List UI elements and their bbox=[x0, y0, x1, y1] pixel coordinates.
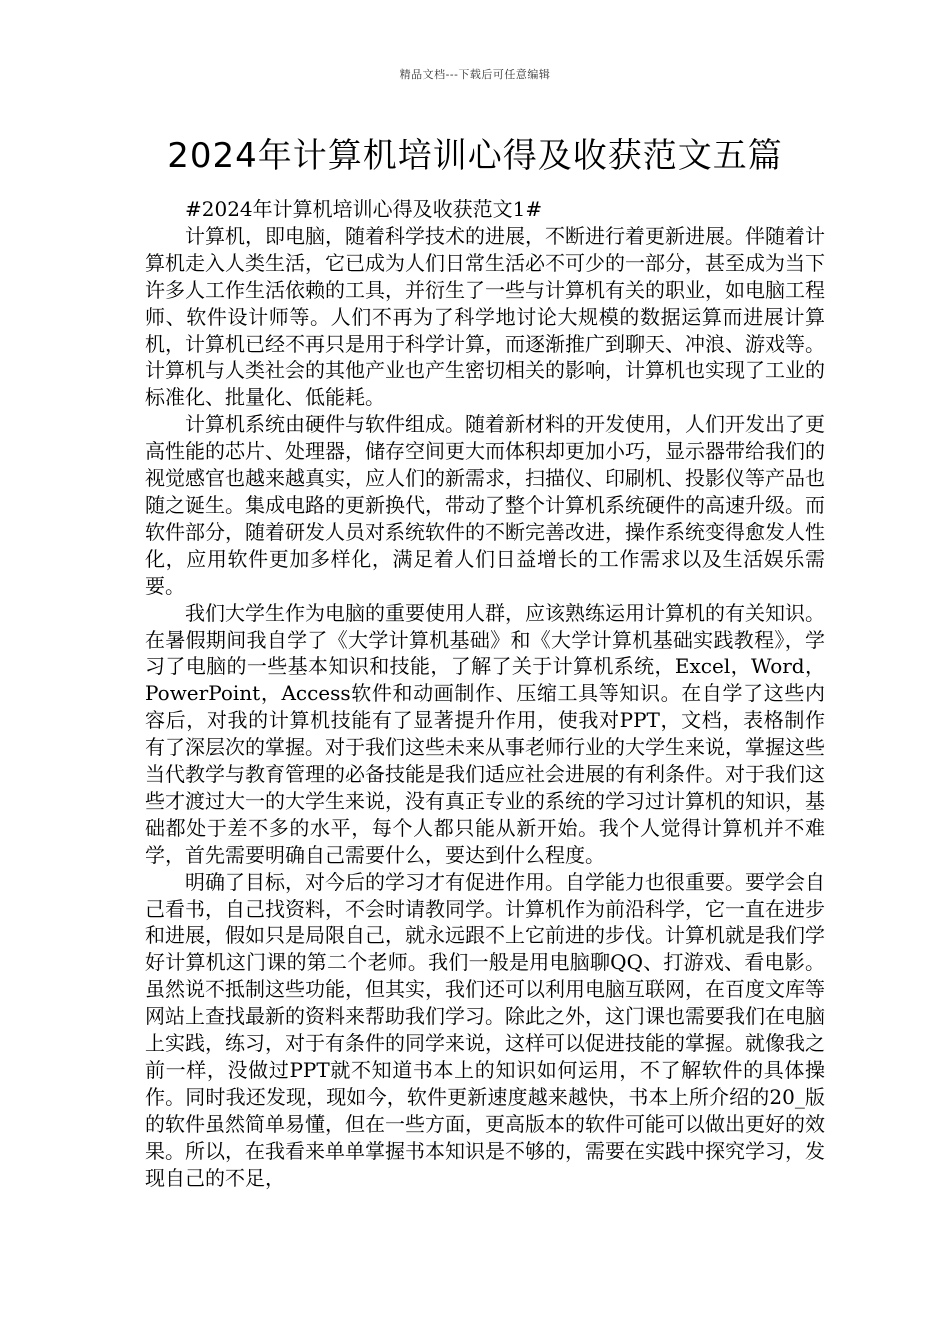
section-heading: #2024年计算机培训心得及收获范文1# bbox=[185, 197, 543, 221]
paragraph-3: 我们大学生作为电脑的重要使用人群，应该熟练运用计算机的有关知识。在暑假期间我自学了《大学计算机基础》和《大学计算机基础实践教程》，学习了电脑的一些基本知识和技能，了解了关于计算机系统，Excel，Word，PowerPoint，Access软件和动画制作、压缩工具等知识。在自学了这些内容后，对我的计算机技能有了显著提升作用，使我对PPT，文档，表格制作有了深层次的掌握。对于我们这些未来从事老师行业的大学生来说，掌握这些当代教学与教育管理的必备技能是我们适应社会进展的有利条件。对于我们这些才渡过大一的大学生来说，没有真正专业的系统的学习过计算机的知识，基础都处于差不多的水平，每个人都只能从新开始。我个人觉得计算机并不难学，首先需要明确自己需要什么，要达到什么程度。 bbox=[145, 600, 825, 867]
paragraph-1: 计算机，即电脑，随着科学技术的进展，不断进行着更新进展。伴随着计算机走入人类生活，它已成为人们日常生活必不可少的一部分，甚至成为当下许多人工作生活依赖的工具，并衍生了一些与计算机有关的职业，如电脑工程师、软件设计师等。人们不再为了科学地讨论大规模的数据运算而进展计算机，计算机已经不再只是用于科学计算，而逐渐推广到聊天、冲浪、游戏等。计算机与人类社会的其他产业也产生密切相关的影响，计算机也实现了工业的标准化、批量化、低能耗。 bbox=[145, 223, 825, 410]
paragraph-4: 明确了目标，对今后的学习才有促进作用。自学能力也很重要。要学会自己看书，自己找资料，不会时请教同学。计算机作为前沿科学，它一直在进步和进展，假如只是局限自己，就永远跟不上它前进的步伐。计算机就是我们学好计算机这门课的第二个老师。我们一般是用电脑聊QQ、打游戏、看电影。虽然说不抵制这些功能，但其实，我们还可以利用电脑互联网，在百度文库等网站上查找最新的资料来帮助我们学习。除此之外，这门课也需要我们在电脑上实践，练习，对于有条件的同学来说，这样可以促进技能的掌握。就像我之前一样，没做过PPT就不知道书本上的知识如何运用，不了解软件的具体操作。同时我还发现，现如今，软件更新速度越来越快，书本上所介绍的20_版的软件虽然简单易懂，但在一些方面，更高版本的软件可能可以做出更好的效果。所以，在我看来单单掌握书本知识是不够的，需要在实践中探究学习，发现自己的不足， bbox=[145, 869, 825, 1190]
paragraph-2: 计算机系统由硬件与软件组成。随着新材料的开发使用，人们开发出了更高性能的芯片、处理器，储存空间更大而体积却更加小巧，显示器带给我们的视觉感官也越来越真实，应人们的新需求，扫描仪、印刷机、投影仪等产品也随之诞生。集成电路的更新换代，带动了整个计算机系统硬件的高速升级。而软件部分，随着研发人员对系统软件的不断完善改进，操作系统变得愈发人性化，应用软件更加多样化，满足着人们日益增长的工作需求以及生活娱乐需要。 bbox=[145, 412, 825, 598]
page-header-note: 精品文档---下载后可任意编辑 bbox=[399, 68, 551, 81]
document-body bbox=[145, 196, 825, 1192]
document-title: 2024年计算机培训心得及收获范文五篇 bbox=[167, 136, 783, 176]
